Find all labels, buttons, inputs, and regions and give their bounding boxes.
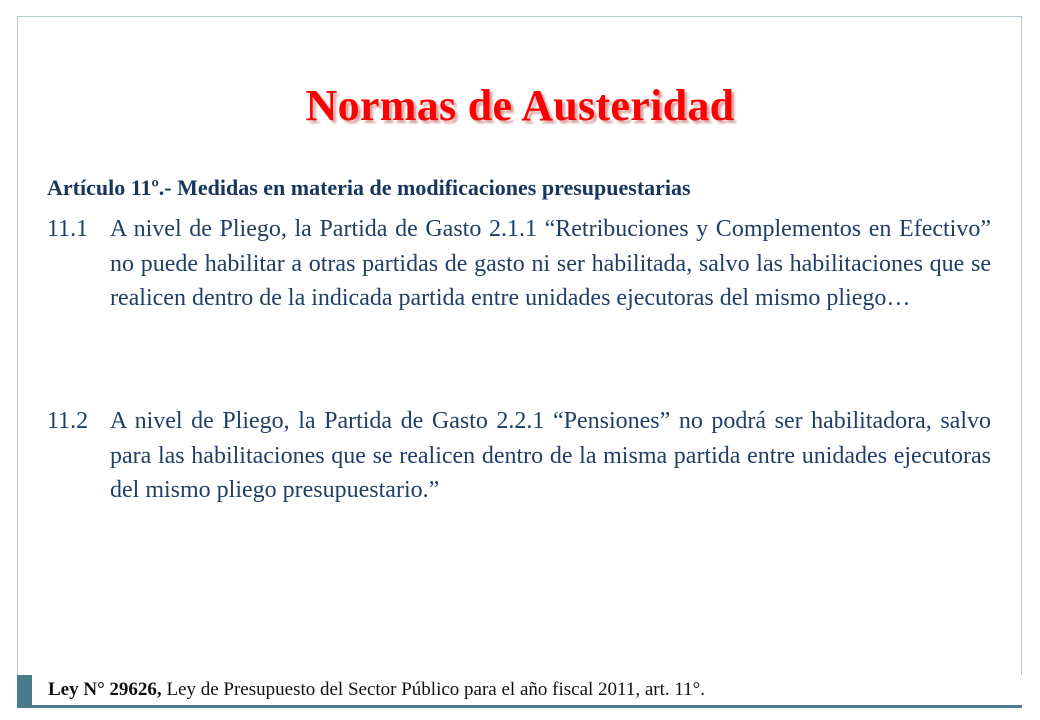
article-item-11-1: [47, 212, 991, 316]
item-text: A nivel de Pliego, la Partida de Gasto 2.1.1 “Retribuciones y Complementos en Efectivo” no puede habilitar a otras partidas de gasto ni ser habilitada, salvo las habilitaciones que se realicen dentro de la indicada partida entre unidades ejecutoras del mismo pliego…: [110, 216, 991, 311]
item-number: 11.1: [47, 216, 89, 242]
item-number: 11.2: [47, 408, 89, 434]
article-item-11-2: [47, 404, 991, 508]
footer-law-number: Ley N° 29626,: [48, 679, 162, 700]
slide-title: Normas de Austeridad: [305, 81, 735, 130]
footer-citation: [48, 679, 705, 701]
item-text: A nivel de Pliego, la Partida de Gasto 2.2.1 “Pensiones” no podrá ser habilitadora, salvo para las habilitaciones que se realicen dentro de la misma partida entre unidades ejecutoras del mismo pliego presupuestario.”: [110, 408, 991, 503]
article-heading: Artículo 11º.- Medidas en materia de modificaciones presupuestarias: [47, 175, 691, 200]
footer-law-description: Ley de Presupuesto del Sector Público para el año fiscal 2011, art. 11°.: [161, 679, 706, 700]
